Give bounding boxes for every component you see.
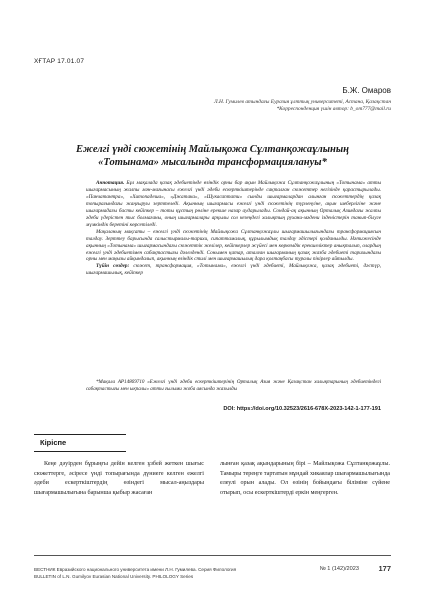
udc-code: ХҒТАР 17.01.07 [34,58,85,65]
abstract-text-2: Мақаланың мақсаты – ежелгі үнді сюжетінің Майлықожа Сұлтанқожаұлы шығармашылығындағы трансформациясын талдау. Зерттеу барысында салыстырмалы-тарихи, сипаттамалық, құрылымдық талдау әдістері қолданылды. Нәтижесінде ақынның «Тотынама» шығармасындағы сюжеттік желілер, кейіпкерлер жүйесі мен көркемдік ерекшеліктер анықталып, олардың ежелгі үнді әдебиетімен сабақтастығы дәлелденді. Сонымен қатар, аталған шығарманың қазақ жазба әдебиеті тарихындағы орны мен маңызы айқындалып, ақынның өзіндік стилі мен шығармашылық дара қолтаңбасы туралы пікірлер айтылды. [86,228,381,263]
section-title-intro: Кіріспе [40,438,67,447]
title-line-1: Ежелгі үнді сюжетінің Майлықожа Сұлтанқожаұлының [76,144,349,155]
journal-name-kz: ВЕСТНИК Евразийского национального университета имени Л.Н. Гумилева. Серия Филология [34,567,237,572]
abstract-block [86,180,381,277]
correspondence-text: *Корреспонденция үшін автор: b_om777@mail.ru [276,106,391,112]
body-column-right [220,460,390,499]
keywords-text: сюжет, трансформация, «Тотынама», ежелгі үнді әдебиеті, Майлықожа, қазақ әдебиеті, дәстүр, шығармашылық, кейіпкер [86,263,381,277]
doi-link[interactable]: DOI: https://doi.org/10.32523/2616-678X-2023-142-1-177-191 [223,406,381,412]
abstract-text-1: Бұл мақалада қазақ әдебиетінде өзіндік орны бар ақын Майлықожа Сұлтанқожаұлының «Тотынама» атты шығармасының жалпы мән-мағынасы ежелгі үнді әдеби ескерткіштерінде сақталған сюжеттер негізінде қарастырылады. «Панчатантра», «Хитопадеша», «Джатака», «Шукасаптати» сынды шығармалардан алынған сюжеттердің қазақ топырағындағы жаңғыруы зерттеледі. Ақынның шығармасы ежелгі үнді сюжетінің түрленуіне, ақын шеберлігіне және шығармадағы басты кейіпкер – тоты құстың рөліне ерекше назар аударылады. Сондай-ақ ақынның Орталық Азиядағы жалпы әдеби үдерістен тыс болмағаны, оның шығармалары арқылы сол кезеңдегі халықтың рухани-мәдени ізденістерін танып-білуге мүмкіндік беретіні көрсетіледі. [86,180,381,228]
author-name: Б.Ж. Омаров [342,86,391,95]
abstract-paragraph-2 [86,229,381,264]
author-affiliation [214,99,391,113]
journal-info [34,566,294,580]
body-column-left [34,460,204,499]
journal-name-en: BULLETIN of L.N. Gumilyov Eurasian National University. PHILOLOGY Series [34,574,194,579]
abstract-label: Аннотация. [96,180,125,186]
keywords-paragraph [86,263,381,277]
intro-rule-bottom [34,451,126,452]
abstract-paragraph-1 [86,180,381,229]
footer-divider [34,555,391,556]
intro-rule-top [34,434,126,435]
page-number: 177 [378,564,391,573]
intro-left-text: Кеңе дәуірден бұрыңғы дейін келген ұзбей жеткен шығыс сюжеттерге, әсіресе үнді топырағында дүниеге келген ежелгі әдеби ескерткіштердің өзіндегі мысал-аңыздары шығармашылығына барынша қыбыр жасаған [34,461,204,497]
keywords-label: Түйін сөздер: [96,263,130,270]
affiliation-text: Л.Н. Гумилев атындағы Еуразия ұлттық университеті, Астана, Қазақстан [213,99,391,105]
issue-number: № 1 (142)/2023 [319,566,359,572]
funding-note: *Мақала АР14869710 «Ежелгі үнді әдеби ескерткіштерінің Орталық Азия және Қазақстан халықтарының әдебиетіндегі сабақтастығы мен ықпалы» атты ғылыми жоба аясында жазылды [86,379,381,392]
title-line-2: «Тотынама» мысалында трансформациялануы* [98,157,327,168]
article-title [34,143,391,169]
intro-right-text: лынған қазақ ақындарының бірі – Майлықожа Сұлтанқожаұлы. Тамыры тереңге тартатын мұндай хикаялар шығармашылығында елеулі орын алады. Ол өзінің бойындағы біліміне сүйене отырып, осы ескерткіштерді еркін меңгерген. [220,461,390,497]
